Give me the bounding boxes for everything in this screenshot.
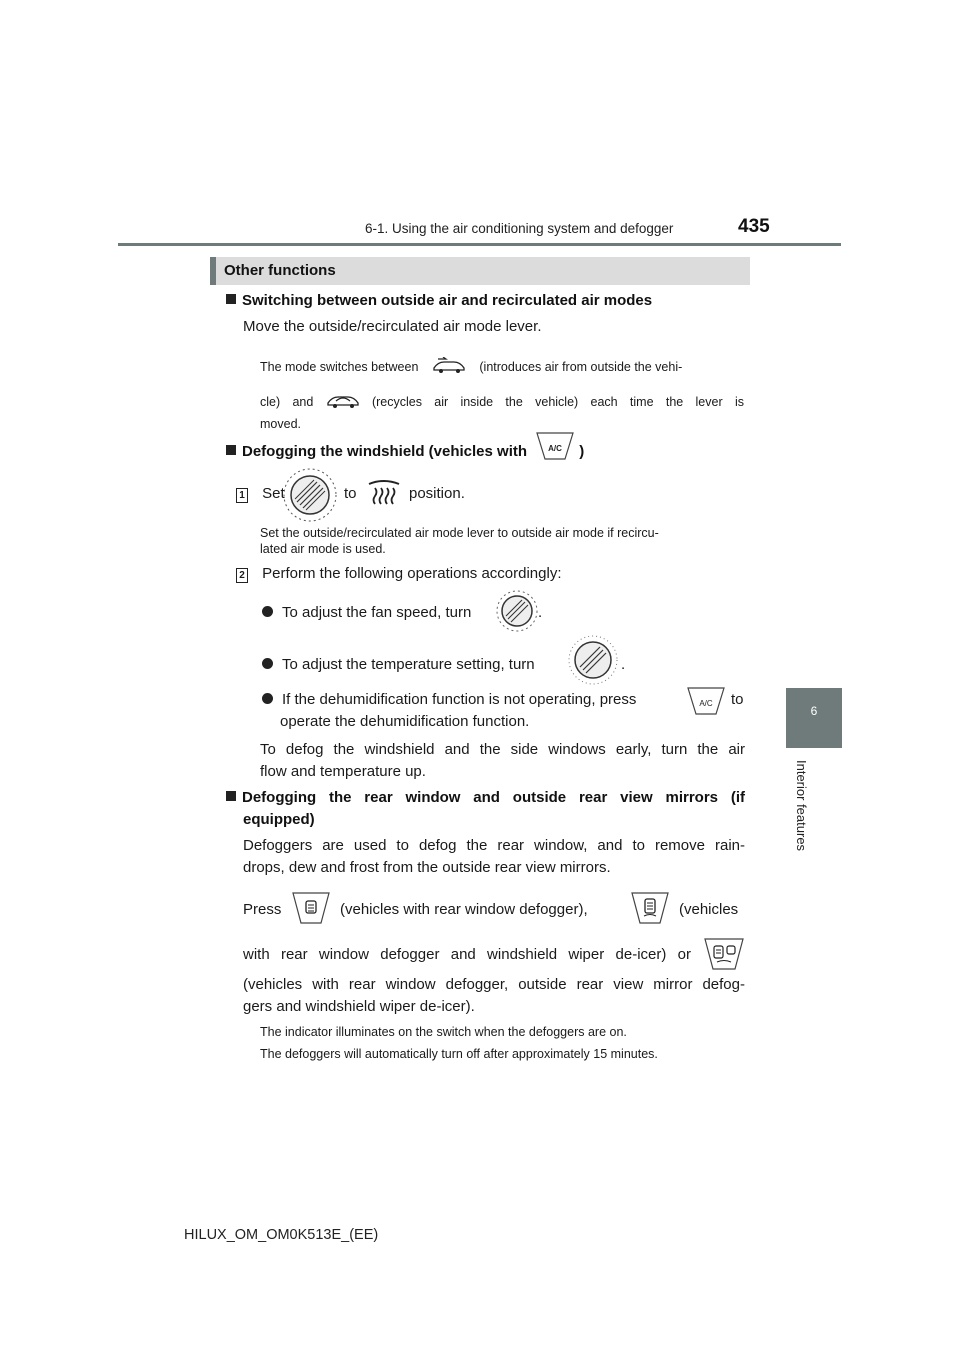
para-line: gers and windshield wiper de-icer).	[243, 998, 475, 1015]
para-line: drops, dew and frost from the outside rear view mirrors.	[243, 859, 611, 876]
square-bullet-icon	[226, 445, 236, 455]
bullet-dehumidify-text: If the dehumidification function is not operating, press	[282, 691, 637, 708]
heading-air-modes	[226, 292, 652, 309]
step-1	[236, 485, 285, 503]
note-text: The mode switches between	[260, 359, 419, 374]
bullet-fan-speed-text: To adjust the fan speed, turn	[282, 604, 472, 621]
tip-line: flow and temperature up.	[260, 763, 426, 780]
bullet-icon	[262, 606, 273, 617]
fan-speed-dial-icon	[495, 589, 539, 638]
svg-text:A/C: A/C	[699, 699, 713, 708]
bullet-icon	[262, 693, 273, 704]
note-line	[260, 392, 744, 413]
ac-button-icon	[686, 686, 726, 721]
note-indicator: The indicator illuminates on the switch when the defoggers are on.	[260, 1025, 627, 1039]
step-2	[236, 565, 562, 583]
bullet-icon	[262, 658, 273, 669]
outside-air-icon	[432, 357, 466, 378]
document-id: HILUX_OM_OM0K513E_(EE)	[184, 1227, 379, 1243]
instruction-air-modes: Move the outside/recirculated air mode lever.	[243, 318, 542, 335]
mode-dial-icon	[282, 467, 338, 528]
rear-and-mirror-defogger-icon	[703, 937, 745, 976]
ac-button-icon	[535, 431, 575, 465]
step-1-note-line: Set the outside/recirculated air mode lever to outside air mode if recircu-	[260, 526, 659, 540]
note-line: moved.	[260, 417, 301, 431]
note-text: (recycles air inside the vehicle) each time the lever is	[371, 394, 744, 409]
bullet-temperature-text: To adjust the temperature setting, turn	[282, 656, 535, 673]
heading-defog-rear-text: Defogging the rear window and outside rear view mirrors (if	[242, 789, 745, 806]
heading-air-modes-text: Switching between outside air and recirculated air modes	[242, 292, 653, 309]
note-line	[260, 357, 744, 378]
step-1-text: Set	[262, 485, 285, 502]
bullet-temperature-period: .	[621, 656, 626, 673]
temperature-dial-icon	[567, 634, 619, 691]
para-press: Press	[243, 901, 282, 918]
svg-text:A/C: A/C	[548, 444, 563, 453]
section-title: 6-1. Using the air conditioning system and defogger	[365, 221, 674, 236]
section-box-title: Other functions	[224, 262, 336, 279]
header-rule	[118, 243, 841, 246]
para-vehicles-rear: (vehicles with rear window defogger),	[340, 901, 588, 918]
bullet-dehumidify	[262, 691, 745, 708]
heading-defog-rear-line2: equipped)	[243, 811, 315, 828]
bullet-fan-speed	[262, 604, 471, 621]
bullet-dehumidify-line2: operate the dehumidification function.	[280, 713, 530, 730]
chapter-tab	[786, 688, 842, 748]
square-bullet-icon	[226, 294, 236, 304]
note-text: cle) and	[260, 394, 314, 409]
heading-paren: )	[579, 442, 585, 460]
step-2-text: Perform the following operations accordingly:	[262, 565, 562, 582]
step-1-note-line: lated air mode is used.	[260, 542, 386, 556]
windshield-defrost-icon	[366, 476, 402, 515]
heading-defog-rear	[226, 789, 745, 806]
section-box-accent	[210, 257, 216, 285]
chapter-label: Interior features	[794, 760, 809, 852]
para-line: with rear window defogger and windshield wiper de-icer) or	[243, 946, 691, 963]
para-line: (vehicles with rear window defogger, outside rear view mirror defog-	[243, 976, 745, 993]
chapter-number: 6	[810, 704, 818, 718]
para-vehicles: (vehicles	[679, 901, 739, 918]
tip-line: To defog the windshield and the side windows early, turn the air	[260, 741, 745, 758]
heading-defog-windshield	[226, 439, 584, 465]
note-auto-off: The defoggers will automatically turn off after approximately 15 minutes.	[260, 1047, 658, 1061]
bullet-fan-speed-period: .	[538, 604, 543, 621]
step-1-position: position.	[409, 485, 465, 502]
square-bullet-icon	[226, 791, 236, 801]
page-number: 435	[738, 216, 770, 237]
step-1-to: to	[344, 485, 357, 502]
rear-defogger-icon	[291, 891, 331, 930]
rear-defogger-wiper-deicer-icon	[630, 891, 670, 930]
step-1-number: 1	[236, 488, 248, 503]
bullet-dehumidify-to: to	[731, 691, 744, 708]
heading-defog-windshield-text: Defogging the windshield (vehicles with	[242, 442, 528, 460]
bullet-temperature	[262, 656, 535, 673]
para-line: Defoggers are used to defog the rear window, and to remove rain-	[243, 837, 745, 854]
recirculated-air-icon	[326, 392, 360, 413]
step-2-number: 2	[236, 568, 248, 583]
note-text: (introduces air from outside the vehi-	[479, 359, 683, 374]
